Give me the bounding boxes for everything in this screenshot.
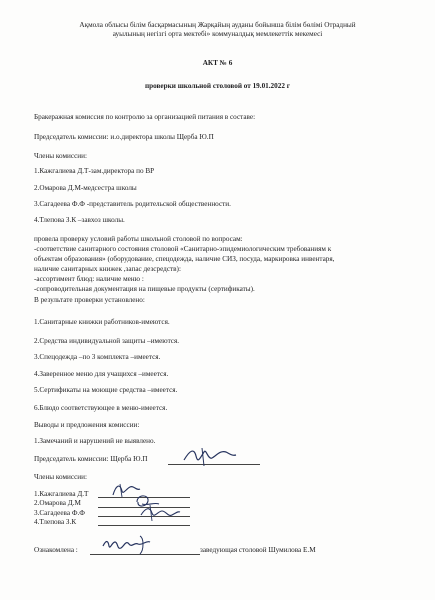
- check-line: наличие санитарных книжек ,запас дезсредств):: [34, 265, 181, 273]
- signature-line: [98, 525, 190, 526]
- conclusions-heading: Выводы и предложения комиссии:: [34, 421, 140, 429]
- member-signature-label: 1.Кажгалиева Д.Т: [34, 490, 89, 498]
- finding-line: 2.Средства индивидуальной защиты –имеются.: [34, 337, 180, 345]
- ack-label: Ознакомлена :: [34, 546, 78, 554]
- finding-line: 1.Санитарные книжки работников-имеются.: [34, 318, 170, 326]
- check-line: -ассортимент блюд: наличие меню :: [34, 275, 144, 283]
- member-line: 3.Сагадеева Ф.Ф -представитель родительской общественности.: [34, 200, 231, 208]
- header-line-1: Ақмола облысы білім басқармасының Жарқайың ауданы бойынша білім бөлімі Отрадный: [79, 21, 356, 29]
- chair-signature-label: Председатель комиссии: Щерба Ю.П: [34, 455, 148, 463]
- member-signature: [138, 503, 182, 523]
- check-line: провела проверку условий работы школьной столовой по вопросам:: [34, 235, 243, 243]
- check-line: -сопроводительная документация на пищевые продукты (сертификаты).: [34, 285, 255, 293]
- finding-line: 4.Заверенное меню для учащихся –имеется.: [34, 370, 169, 378]
- member-signature-label: 4.Тлепова З.К: [34, 518, 77, 526]
- members-heading: Члены комиссии:: [34, 152, 87, 160]
- member-line: 4.Тлепова З.К –завхоз школы.: [34, 216, 125, 224]
- member-signature-label: 2.Омарова Д.М: [34, 499, 81, 507]
- chair-signature: [180, 444, 240, 468]
- member-signature-label: 3.Сагадеева Ф.Ф: [34, 509, 85, 517]
- finding-line: 5.Сертификаты на моющие средства –имеется.: [34, 386, 178, 394]
- member-line: 2.Омарова Д.М-медсестра школы: [34, 184, 137, 192]
- commission-intro: Бракеражная комиссия по контролю за организацией питания в составе:: [34, 113, 256, 121]
- ack-role: заведующая столовой Шумилова Е.М: [200, 546, 316, 554]
- signatures-members-heading: Члены комиссии:: [34, 473, 87, 481]
- header-line-2: ауылының негізгі орта мектебі» коммуналдық мемлекеттік мекемесі: [112, 30, 323, 38]
- ack-signature: [100, 532, 160, 558]
- check-line: -соответствие санитарного состояния столовой «Санитарно-эпидемиологическим требованиям к: [34, 245, 332, 253]
- finding-line: 6.Блюдо соответствующее в меню-имеется.: [34, 404, 168, 412]
- member-line: 1.Кажгалиева Д.Т-зам.директора по ВР: [34, 167, 155, 175]
- check-line: В результате проверки установлено:: [34, 296, 145, 304]
- act-subject: проверки школьной столовой от 19.01.2022 г: [145, 82, 290, 90]
- finding-line: 3.Спецодежда –по 3 комплекта –имеется.: [34, 353, 161, 361]
- commission-chair: Председатель комиссии: и.о.директора школы Щерба Ю.П: [34, 133, 214, 141]
- act-number: АКТ № 6: [202, 59, 233, 67]
- check-line: объектам образования» (оборудование, спецодежда, наличие СИЗ, посуда, маркировка инвентаря,: [34, 255, 335, 263]
- conclusion-line: 1.Замечаний и нарушений не выявлено.: [34, 437, 156, 445]
